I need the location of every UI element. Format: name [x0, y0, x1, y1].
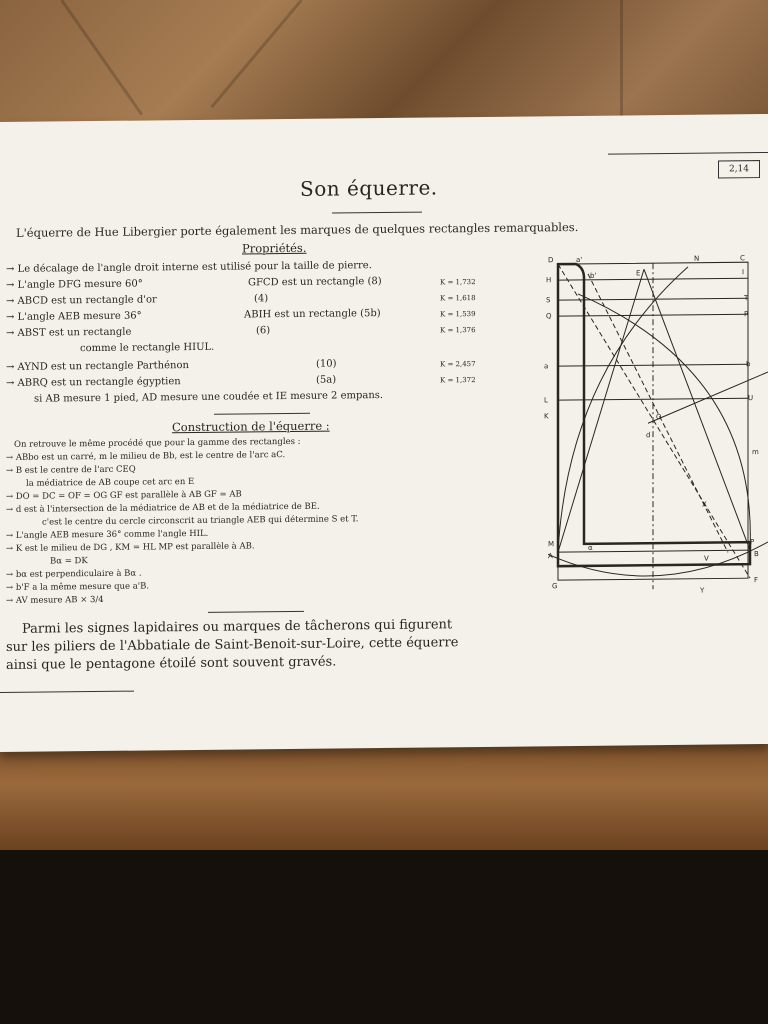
label-O: O	[656, 413, 662, 422]
label-X: X	[702, 500, 707, 509]
construction-line: → AV mesure AB × 3/4	[6, 594, 104, 606]
label-E: E	[636, 269, 641, 278]
construction-line: On retrouve le même procédé que pour la gamme des rectangles :	[14, 436, 301, 450]
intro-text: L'équerre de Hue Libergier porte également les marques de quelques rectangles remarquables.	[16, 219, 579, 240]
label-A: A	[548, 552, 553, 561]
page-title: Son équerre.	[300, 175, 438, 201]
property-k: K = 1,372	[440, 376, 476, 385]
section-rule	[208, 611, 304, 613]
label-B: B	[754, 550, 759, 559]
label-D: D	[548, 256, 554, 265]
label-N: N	[694, 254, 700, 263]
label-d: d	[646, 431, 651, 440]
label-P: P	[750, 538, 755, 547]
label-R: R	[744, 310, 749, 319]
line-AE	[558, 269, 644, 552]
property-k: K = 1,539	[440, 310, 476, 319]
property-extra: (6)	[256, 325, 271, 337]
label-a: a	[544, 362, 549, 371]
label-a-prime: a'	[576, 255, 583, 264]
property-line: → AYND est un rectangle Parthénon	[6, 360, 189, 373]
property-line: → L'angle AEB mesure 36°	[6, 310, 142, 323]
header-rule	[608, 152, 768, 155]
property-line: si AB mesure 1 pied, AD mesure une coudée et IE mesure 2 empans.	[34, 390, 384, 405]
floor-seam	[210, 0, 302, 108]
property-k: K = 1,732	[440, 278, 476, 287]
construction-line: → B est le centre de l'arc CEQ	[6, 464, 136, 476]
label-Q: Q	[546, 312, 552, 321]
label-b-prime: b'	[590, 271, 597, 280]
construction-line: → bα est perpendiculaire à Bα .	[6, 568, 142, 580]
wooden-table	[0, 740, 768, 850]
property-k: K = 1,376	[440, 326, 476, 335]
label-L: L	[544, 396, 548, 405]
construction-line: Bα = DK	[50, 556, 88, 567]
construction-line: → d est à l'intersection de la médiatrice de AB et de la médiatrice de BE.	[6, 501, 320, 515]
properties-heading: Propriétés.	[242, 240, 307, 256]
property-extra: (4)	[254, 293, 269, 305]
label-b: b	[746, 360, 751, 369]
closing-line: ainsi que le pentagone étoilé sont souvent gravés.	[6, 654, 337, 673]
construction-line: → L'angle AEB mesure 36° comme l'angle HIL.	[6, 528, 209, 541]
dark-floor	[0, 850, 768, 1024]
label-M: M	[548, 540, 555, 549]
property-line: → ABST est un rectangle	[6, 326, 132, 339]
construction-line: c'est le centre du cercle circonscrit au triangle AEB qui détermine S et T.	[42, 514, 359, 528]
property-line: → ABCD est un rectangle d'or	[6, 294, 157, 307]
label-U: U	[748, 394, 754, 403]
floor-seam	[60, 0, 143, 116]
closing-line: sur les piliers de l'Abbatiale de Saint-Benoit-sur-Loire, cette équerre	[6, 635, 459, 655]
section-rule	[214, 413, 310, 415]
construction-line: → K est le milieu de DG , KM = HL MP est parallèle à AB.	[6, 541, 255, 554]
property-line: → ABRQ est un rectangle égyptien	[6, 376, 181, 389]
label-G: G	[552, 582, 558, 591]
property-line: → Le décalage de l'angle droit interne est utilisé pour la taille de pierre.	[6, 260, 372, 275]
closing-line: Parmi les signes lapidaires ou marques de tâcherons qui figurent	[22, 617, 453, 637]
construction-line: → DO = DC = OF = OG GF est parallèle à AB GF = AB	[6, 489, 242, 502]
property-extra: (5a)	[316, 374, 337, 386]
label-Y: Y	[700, 586, 705, 595]
construction-line: → ABbo est un carré, m le milieu de Bb, est le centre de l'arc aC.	[6, 450, 286, 463]
property-line: comme le rectangle HIUL.	[80, 341, 215, 355]
property-line: → L'angle DFG mesure 60°	[6, 278, 143, 291]
book-page	[0, 114, 768, 752]
property-extra: ABIH est un rectangle (5b)	[244, 308, 381, 321]
label-V: V	[704, 554, 709, 563]
title-underline	[332, 212, 422, 214]
label-C: C	[740, 254, 745, 263]
property-extra: GFCD est un rectangle (8)	[248, 276, 382, 289]
equerre-diagram	[528, 252, 768, 595]
line-AB	[558, 550, 750, 552]
arc-CEQ	[578, 292, 750, 552]
property-k: K = 2,457	[440, 360, 476, 369]
line-BE	[644, 268, 750, 551]
label-alpha: α	[588, 543, 593, 552]
construction-line: → b'F a la même mesure que a'B.	[6, 581, 150, 593]
label-F: F	[754, 576, 759, 585]
property-extra: (10)	[316, 358, 337, 370]
construction-line: la médiatrice de AB coupe cet arc en E	[26, 476, 195, 489]
label-K: K	[544, 412, 549, 421]
arc-lower	[548, 542, 768, 577]
label-S: S	[546, 296, 551, 305]
label-I: I	[742, 268, 745, 277]
label-H: H	[546, 276, 552, 285]
label-m: m	[752, 448, 759, 457]
arc-aC	[558, 267, 688, 552]
construction-heading: Construction de l'équerre :	[172, 418, 330, 435]
line-ST	[558, 298, 748, 300]
footer-rule	[0, 691, 134, 693]
page-number: 2,14	[718, 160, 760, 178]
label-T: T	[744, 294, 749, 303]
property-k: K = 1,618	[440, 294, 476, 303]
